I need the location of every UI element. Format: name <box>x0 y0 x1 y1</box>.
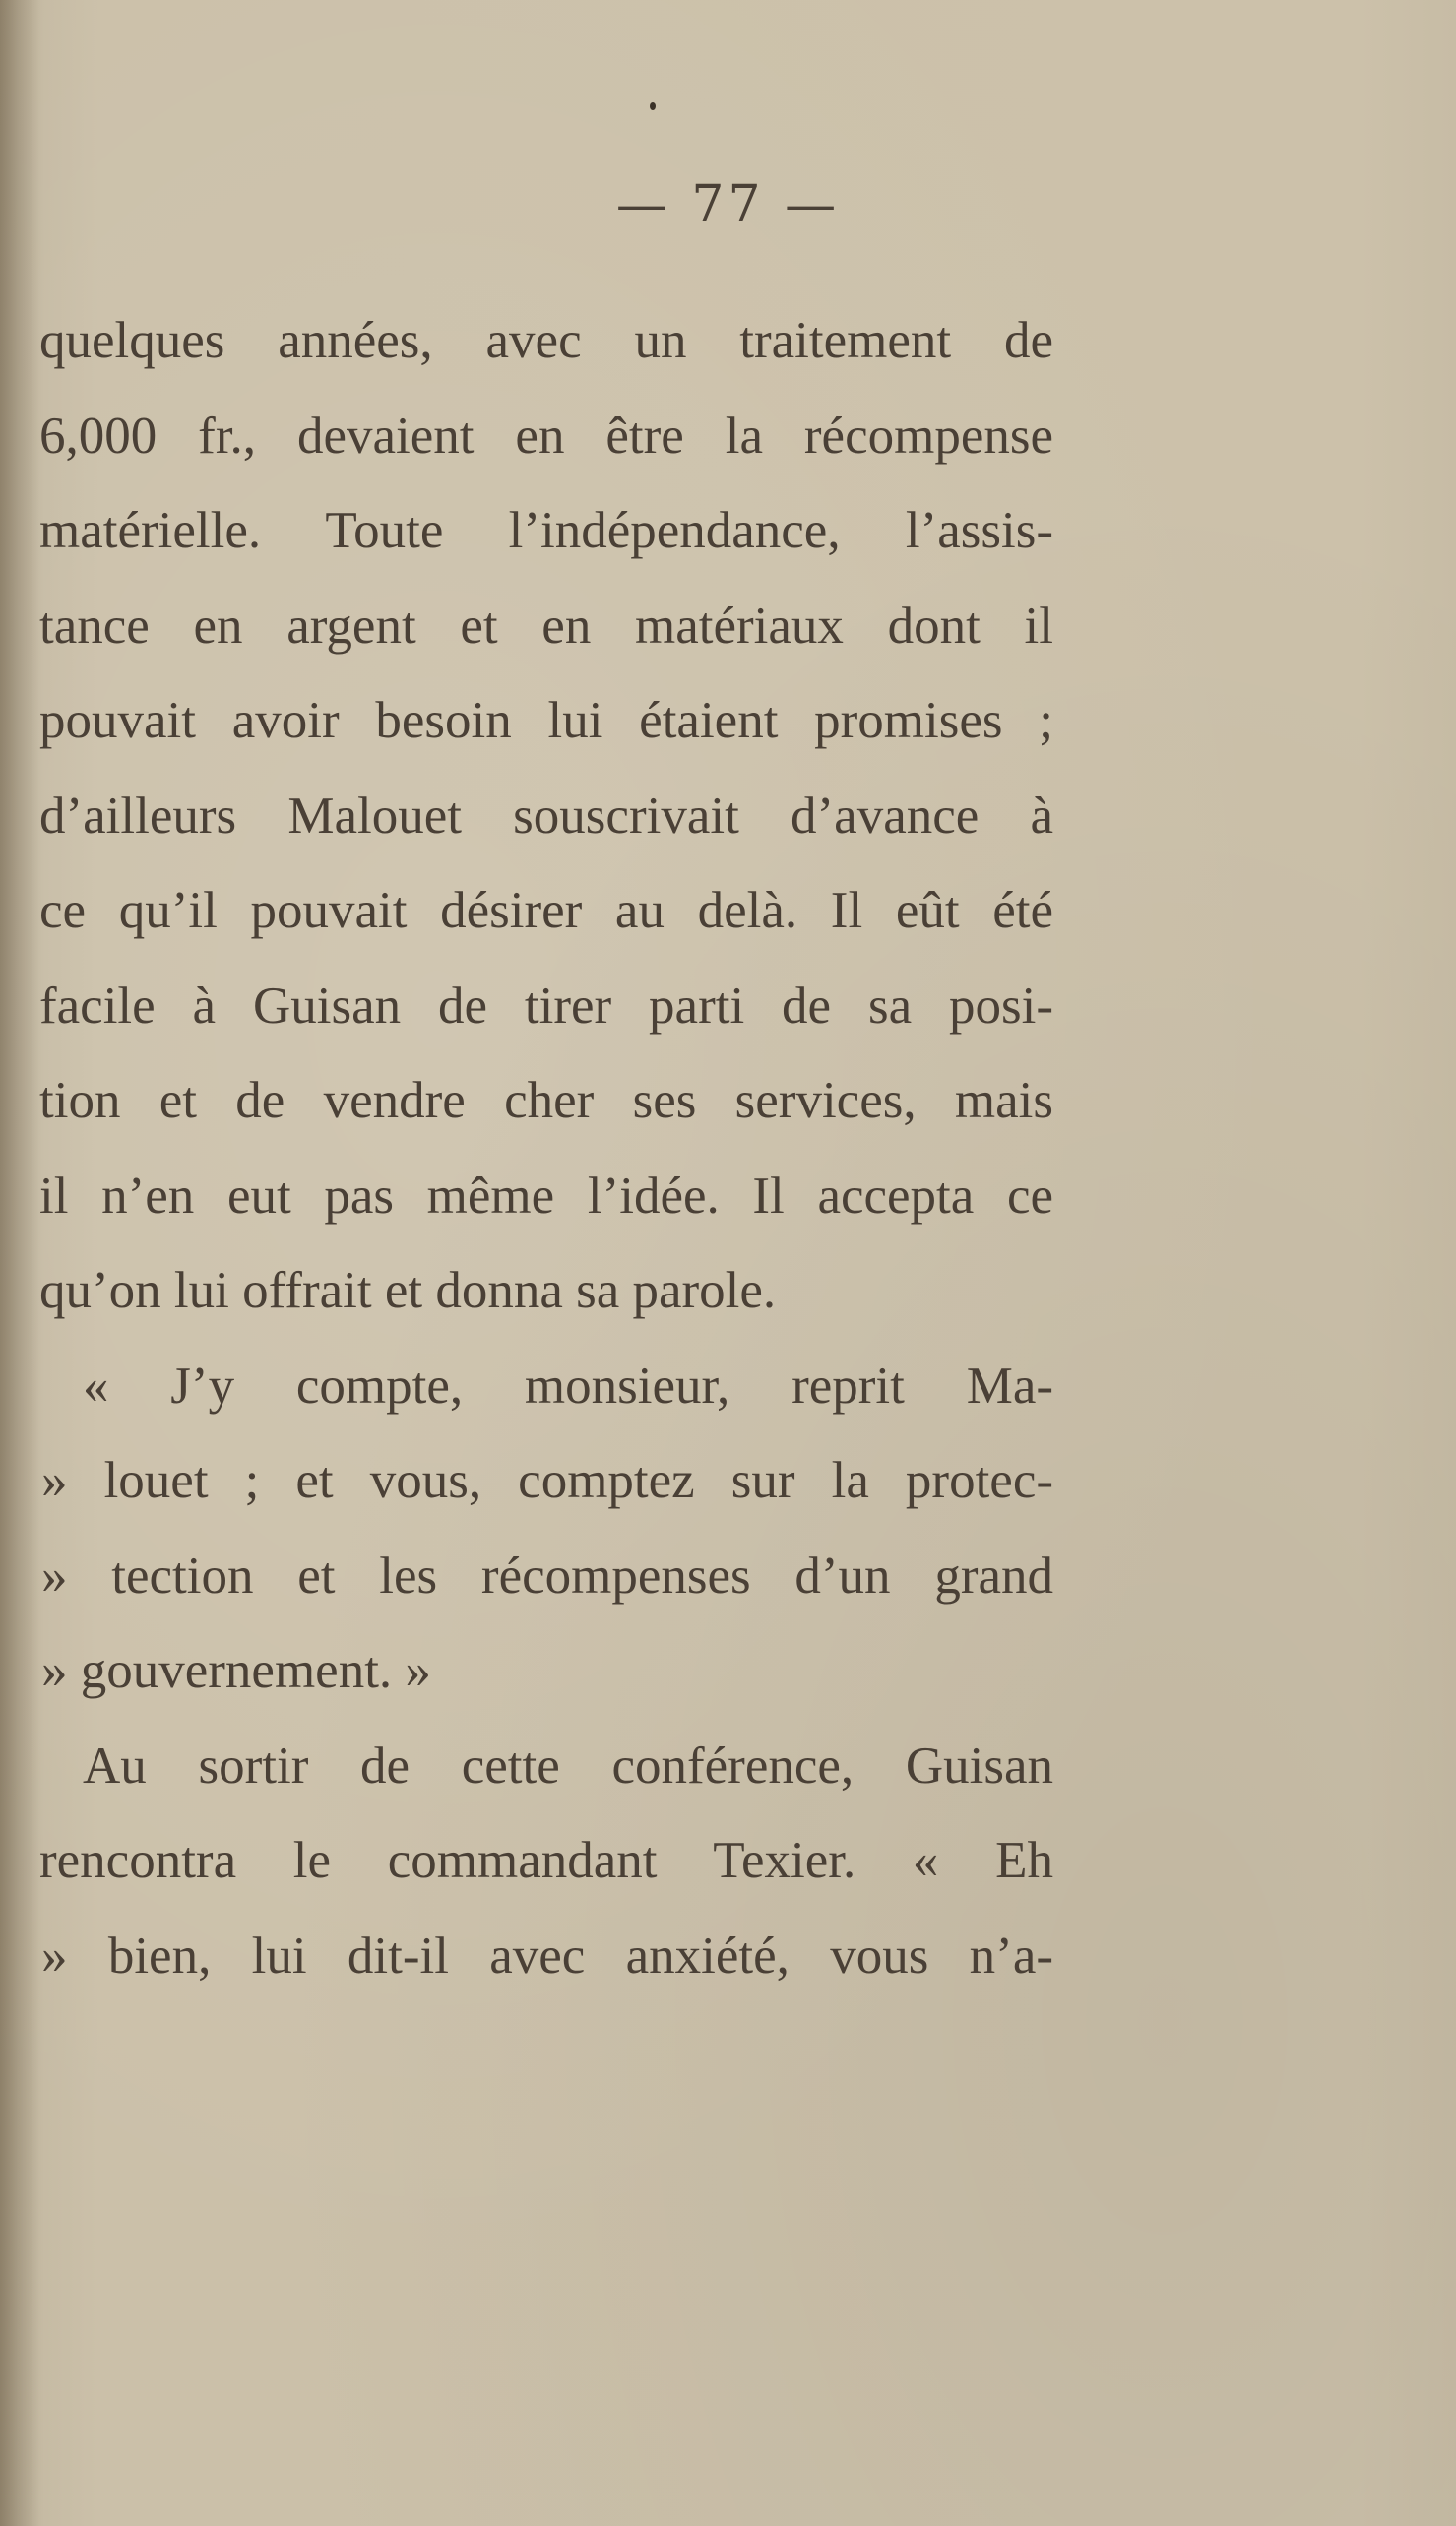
text-line: » bien, lui dit-il avec anxiété, vous n’a- <box>41 1926 1053 1985</box>
page-number: — 77 — <box>615 175 841 234</box>
body-text <box>39 293 1053 2003</box>
text-line: tion et de vendre cher ses services, mais <box>39 1072 1053 1129</box>
text-line: il n’en eut pas même l’idée. Il accepta ce <box>39 1167 1053 1225</box>
text-line: » louet ; et vous, comptez sur la protec- <box>41 1452 1053 1509</box>
gutter-shadow <box>0 0 39 2526</box>
text-line: qu’on lui offrait et donna sa parole. <box>39 1262 777 1319</box>
text-line: pouvait avoir besoin lui étaient promises ; <box>39 692 1053 749</box>
text-line: quelques années, avec un traitement de <box>39 312 1053 369</box>
text-line: « J’y compte, monsieur, reprit Ma- <box>83 1357 1053 1415</box>
text-line: matérielle. Toute l’indépendance, l’assis- <box>39 502 1053 559</box>
text-line: » tection et les récompenses d’un grand <box>41 1547 1053 1605</box>
text-line: 6,000 fr., devaient en être la récompense <box>39 407 1053 465</box>
text-line: d’ailleurs Malouet souscrivait d’avance à <box>39 787 1053 845</box>
text-line: facile à Guisan de tirer parti de sa posi- <box>39 977 1053 1035</box>
ink-speck <box>650 102 656 110</box>
text-line: ce qu’il pouvait désirer au delà. Il eût été <box>39 882 1053 939</box>
text-line: Au sortir de cette conférence, Guisan <box>83 1737 1053 1795</box>
text-line: » gouvernement. » <box>41 1642 431 1699</box>
text-line: rencontra le commandant Texier. « Eh <box>39 1832 1053 1889</box>
text-line: tance en argent et en matériaux dont il <box>39 597 1053 655</box>
